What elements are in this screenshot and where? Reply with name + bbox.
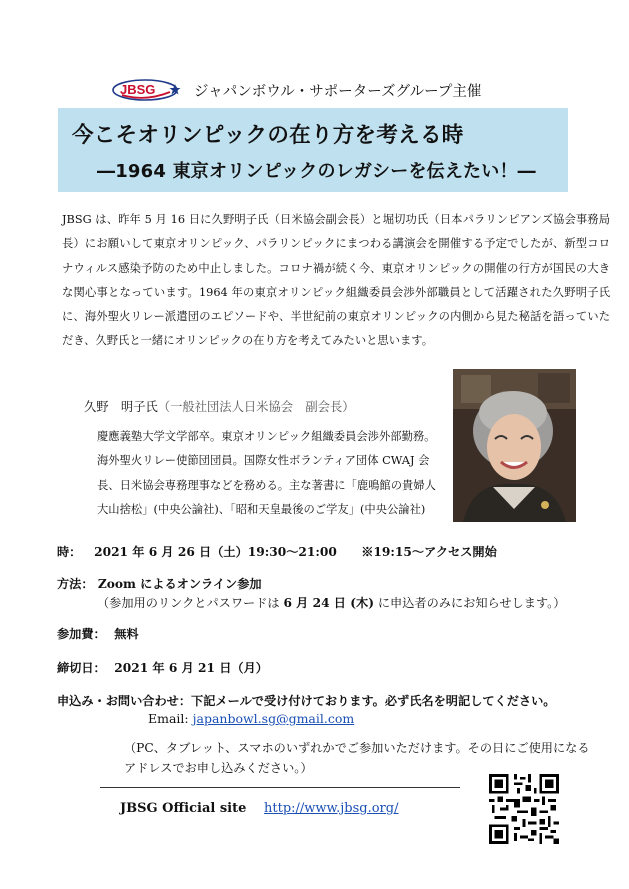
speaker-portrait [453,369,576,522]
site-label: JBSG Official site [120,801,247,816]
qr-code-icon [489,774,559,844]
datetime-value: 2021 年 6 月 26 日（土）19:30～21:00 ※19:15～アクセス開始 [94,545,497,559]
fee-value: 無料 [114,627,139,641]
datetime-line [57,543,497,560]
speaker-heading [84,397,355,415]
speaker-role: （一般社団法人日米協会 副会長） [157,400,355,414]
datetime-label: 時： [57,545,82,559]
jbsg-logo [112,79,182,101]
speaker-bio: 慶應義塾大学文学部卒。東京オリンピック組織委員会渉外部勤務。海外聖火リレー使節団団員。国際女性ボランティア団体 CWAJ 会長、日米協会専務理事などを務める。主な著書に「鹿鳴館の貴婦人大山捨松」(中央公論社)、「昭和天皇最後のご学友」(中央公論社) [97,430,436,516]
method-note-pre: （参加用のリンクとパスワードは [97,596,284,610]
organizer-text: ジャパンボウル・サポーターズグループ主催 [194,84,482,100]
deadline-label: 締切日： [57,661,106,675]
method-note [97,594,565,611]
fee-line [57,625,139,642]
speaker-name: 久野 明子氏 [84,400,158,414]
deadline-value: 2021 年 6 月 21 日（月） [114,661,268,675]
site-link[interactable]: http://www.jbsg.org/ [264,801,399,816]
method-note-date: 6 月 24 日 (木) [283,596,374,610]
footer-divider [100,787,460,788]
method-note-post: に申込者のみにお知らせします。） [373,596,566,610]
main-title: 今こそオリンピックの在り方を考える時 [72,123,464,148]
device-note: （PC、タブレット、スマホのいずれかでご参加いただけます。その日にご使用になるアドレスでお申し込みください。） [124,741,590,775]
fee-label: 参加費： [57,627,106,641]
sub-title: ―1964 東京オリンピックのレガシーを伝えたい！― [97,161,536,182]
method-value: Zoom によるオンライン参加 [97,577,262,591]
deadline-line [57,659,268,676]
intro-paragraph: JBSG は、昨年 5 月 16 日に久野明子氏（日米協会副会長）と堀切功氏（日本パラリンピアンズ協会事務局長）にお願いして東京オリンピック、パラリンピックにまつわる講演会を開催する予定でしたが、新型コロナウィルス感染予防のため中止しました。コロナ禍が続く今、東京オリンピックの開催の行方が国民の大きな関心事となっています。1964 年の東京オリンピック組織委員会渉外部職員として活躍された久野明子氏に、海外聖火リレー派遣団のエピソードや、半世紀前の東京オリンピックの内側から見た秘話を語っていただき、久野氏と一緒にオリンピックの在り方を考えてみたいと思います。 [62,213,610,348]
apply-text: 申込み・お問い合わせ：下記メールで受け付けております。必ず氏名を明記してください。 [57,694,556,708]
email-label: Email: [148,711,193,726]
method-label: 方法： [57,577,94,591]
method-line [57,575,262,592]
email-link[interactable]: japanbowl.sg@gmail.com [192,711,355,726]
logo-text: JBSG [120,82,156,97]
email-line [148,711,354,726]
